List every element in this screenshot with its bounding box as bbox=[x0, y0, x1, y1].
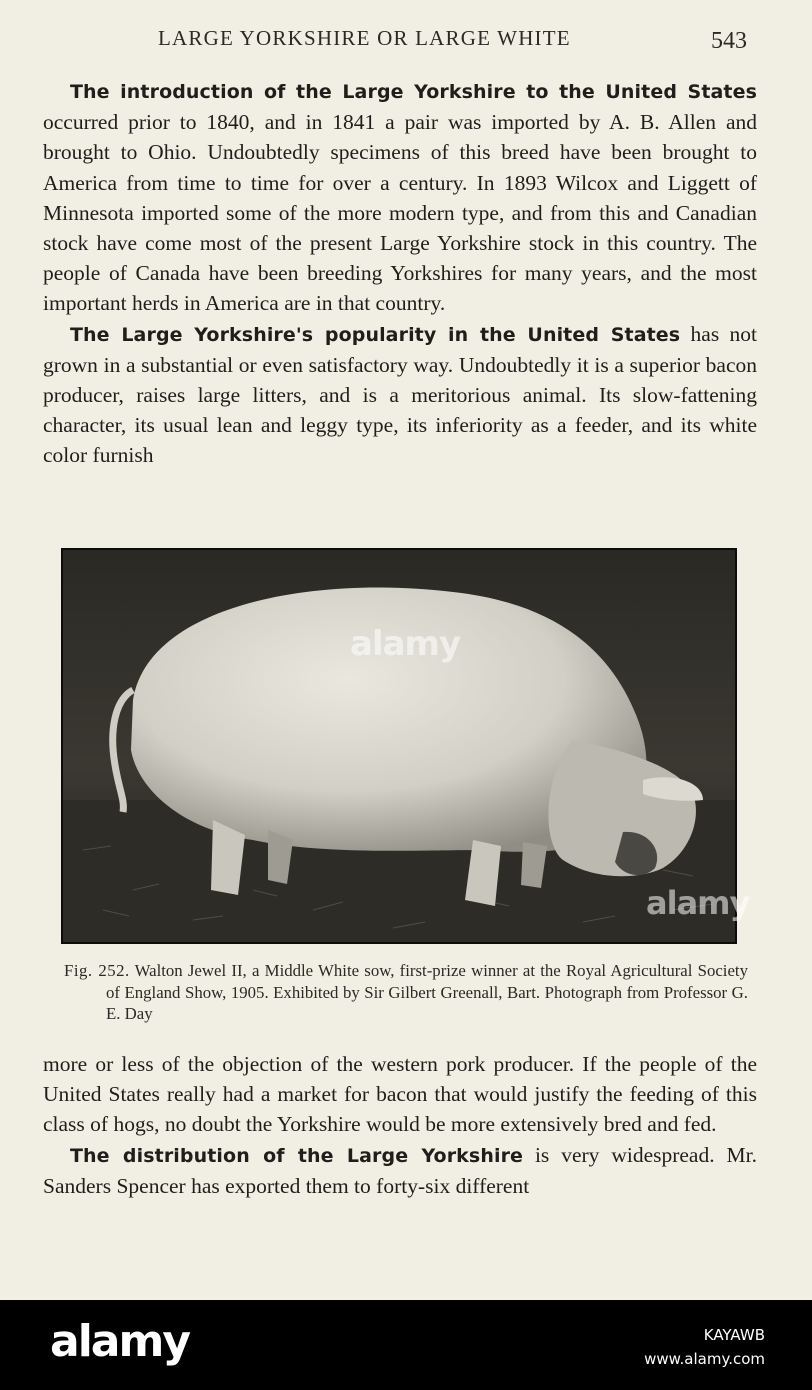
figure-label: Fig. 252. bbox=[64, 961, 130, 980]
paragraph-distribution bbox=[43, 1140, 757, 1201]
paragraph-body: occurred prior to 1840, and in 1841 a pair was imported by A. B. Allen and brought to Ohio. Undoubtedly specimens of this breed have been brought to America from time to time for over a century. In 1893 Wilcox and Liggett of Minnesota imported some of the more modern type, and from this and Canadian stock have come most of the present Large Yorkshire stock in this country. The people of Canada have been breeding Yorkshires for many years, and the most important herds in America are in that country. bbox=[43, 110, 757, 316]
image-id: KAYAWB bbox=[703, 1326, 765, 1344]
page-number: 543 bbox=[711, 28, 747, 54]
pig-photo-illustration bbox=[63, 550, 735, 942]
paragraph-continuation bbox=[43, 1049, 757, 1140]
paragraph-popularity bbox=[43, 319, 757, 471]
running-title: LARGE YORKSHIRE OR LARGE WHITE bbox=[158, 26, 571, 50]
figure-caption bbox=[64, 960, 748, 1025]
paragraph-lead: The Large Yorkshire's popularity in the United States bbox=[70, 323, 681, 346]
text-block-upper bbox=[43, 76, 757, 471]
site-url: www.alamy.com bbox=[644, 1350, 765, 1368]
paragraph-body: has not grown in a substantial or even satisfactory way. Undoubtedly it is a superior bacon producer, raises large litters, and is a meritorious animal. Its slow-fattening character, its usual lean and leggy type, its inferiority as a feeder, and its white color furnish bbox=[43, 321, 757, 468]
alamy-logo: alamy bbox=[50, 1316, 189, 1367]
paragraph-lead: The introduction of the Large Yorkshire to the United States bbox=[70, 81, 757, 103]
watermark-footer bbox=[0, 1300, 812, 1390]
running-head bbox=[0, 26, 812, 56]
paragraph-introduction bbox=[43, 76, 757, 319]
caption-paragraph bbox=[64, 960, 748, 1025]
paragraph-lead: The distribution of the Large Yorkshire bbox=[70, 1144, 524, 1167]
text-block-lower bbox=[43, 1049, 757, 1201]
watermark-center: alamy bbox=[350, 624, 461, 664]
watermark-corner: alamy bbox=[646, 884, 750, 922]
figure-photograph bbox=[61, 548, 737, 944]
paragraph-body: more or less of the objection of the western pork producer. If the people of the United States really had a market for bacon that would justify the feeding of this class of hogs, no doubt the Yorkshire would be more extensively bred and fed. bbox=[43, 1052, 757, 1137]
image-id-block bbox=[644, 1323, 765, 1371]
paragraph-body: is very widespread. Mr. Sanders Spencer has exported them to forty-six different bbox=[43, 1142, 757, 1198]
caption-text: Walton Jewel II, a Middle White sow, first-prize winner at the Royal Agricultural Society of England Show, 1905. Exhibited by Sir Gilbert Greenall, Bart. Photograph from Professor G. E. Day bbox=[106, 961, 748, 1023]
